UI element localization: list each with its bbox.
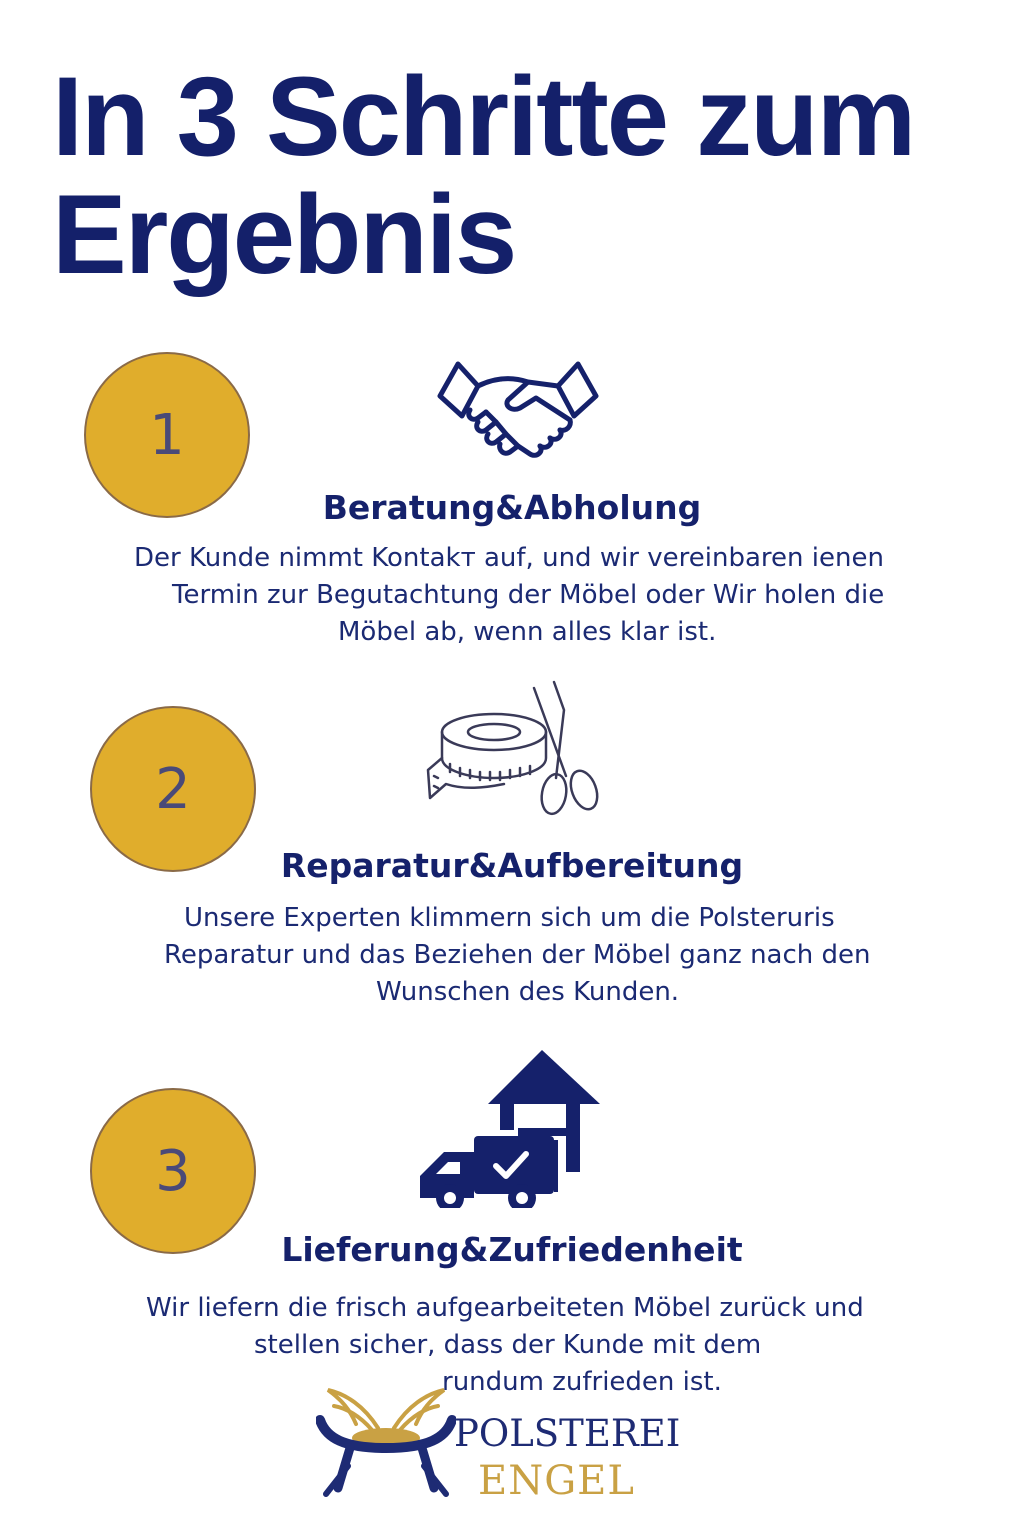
step-number: 1 bbox=[149, 402, 185, 468]
logo-wordmark-line2: ENGEL bbox=[478, 1458, 635, 1504]
description-line: Wunschen des Kunden. bbox=[376, 977, 680, 1007]
step-description bbox=[164, 900, 871, 1011]
description-line: rundum zufrieden ist. bbox=[442, 1367, 722, 1397]
angel-wings-chair-icon bbox=[316, 1376, 456, 1521]
description-line: Unsere Experten klimmern sich um die Polsteruris bbox=[184, 903, 835, 933]
step-description bbox=[134, 540, 884, 651]
description-line: Wir liefern die frisch aufgearbeiteten Möbel zurück und bbox=[146, 1293, 864, 1323]
description-line: Termin zur Begutachtung der Möbel oder Wir holen die bbox=[172, 580, 885, 610]
step-heading: Lieferung&Zufriedenheit bbox=[281, 1230, 743, 1269]
title-line-2: Ergebnis bbox=[52, 172, 516, 297]
page-title bbox=[52, 54, 992, 297]
measuring-tape-scissors-icon bbox=[424, 680, 604, 822]
description-line: Reparatur und das Beziehen der Möbel ganz nach den bbox=[164, 940, 871, 970]
logo-wordmark-line1: POLSTEREI bbox=[454, 1412, 681, 1455]
description-line: Möbel ab, wenn alles klar ist. bbox=[338, 617, 717, 647]
step-heading: Beratung&Abholung bbox=[322, 488, 702, 527]
handshake-icon bbox=[434, 356, 602, 468]
polsterei-engel-logo bbox=[316, 1376, 681, 1521]
description-line: stellen sicher, dass der Kunde mit dem bbox=[254, 1330, 762, 1360]
delivery-truck-house-icon bbox=[414, 1048, 604, 1208]
step-number: 2 bbox=[155, 756, 191, 822]
step-number: 3 bbox=[155, 1138, 191, 1204]
description-line: Der Kunde nimmt Kontakт auf, und wir vereinbaren ienen bbox=[134, 543, 884, 573]
title-line-1: In 3 Schritte zum bbox=[52, 54, 915, 179]
step-heading: Reparatur&Aufbereitung bbox=[280, 846, 744, 885]
